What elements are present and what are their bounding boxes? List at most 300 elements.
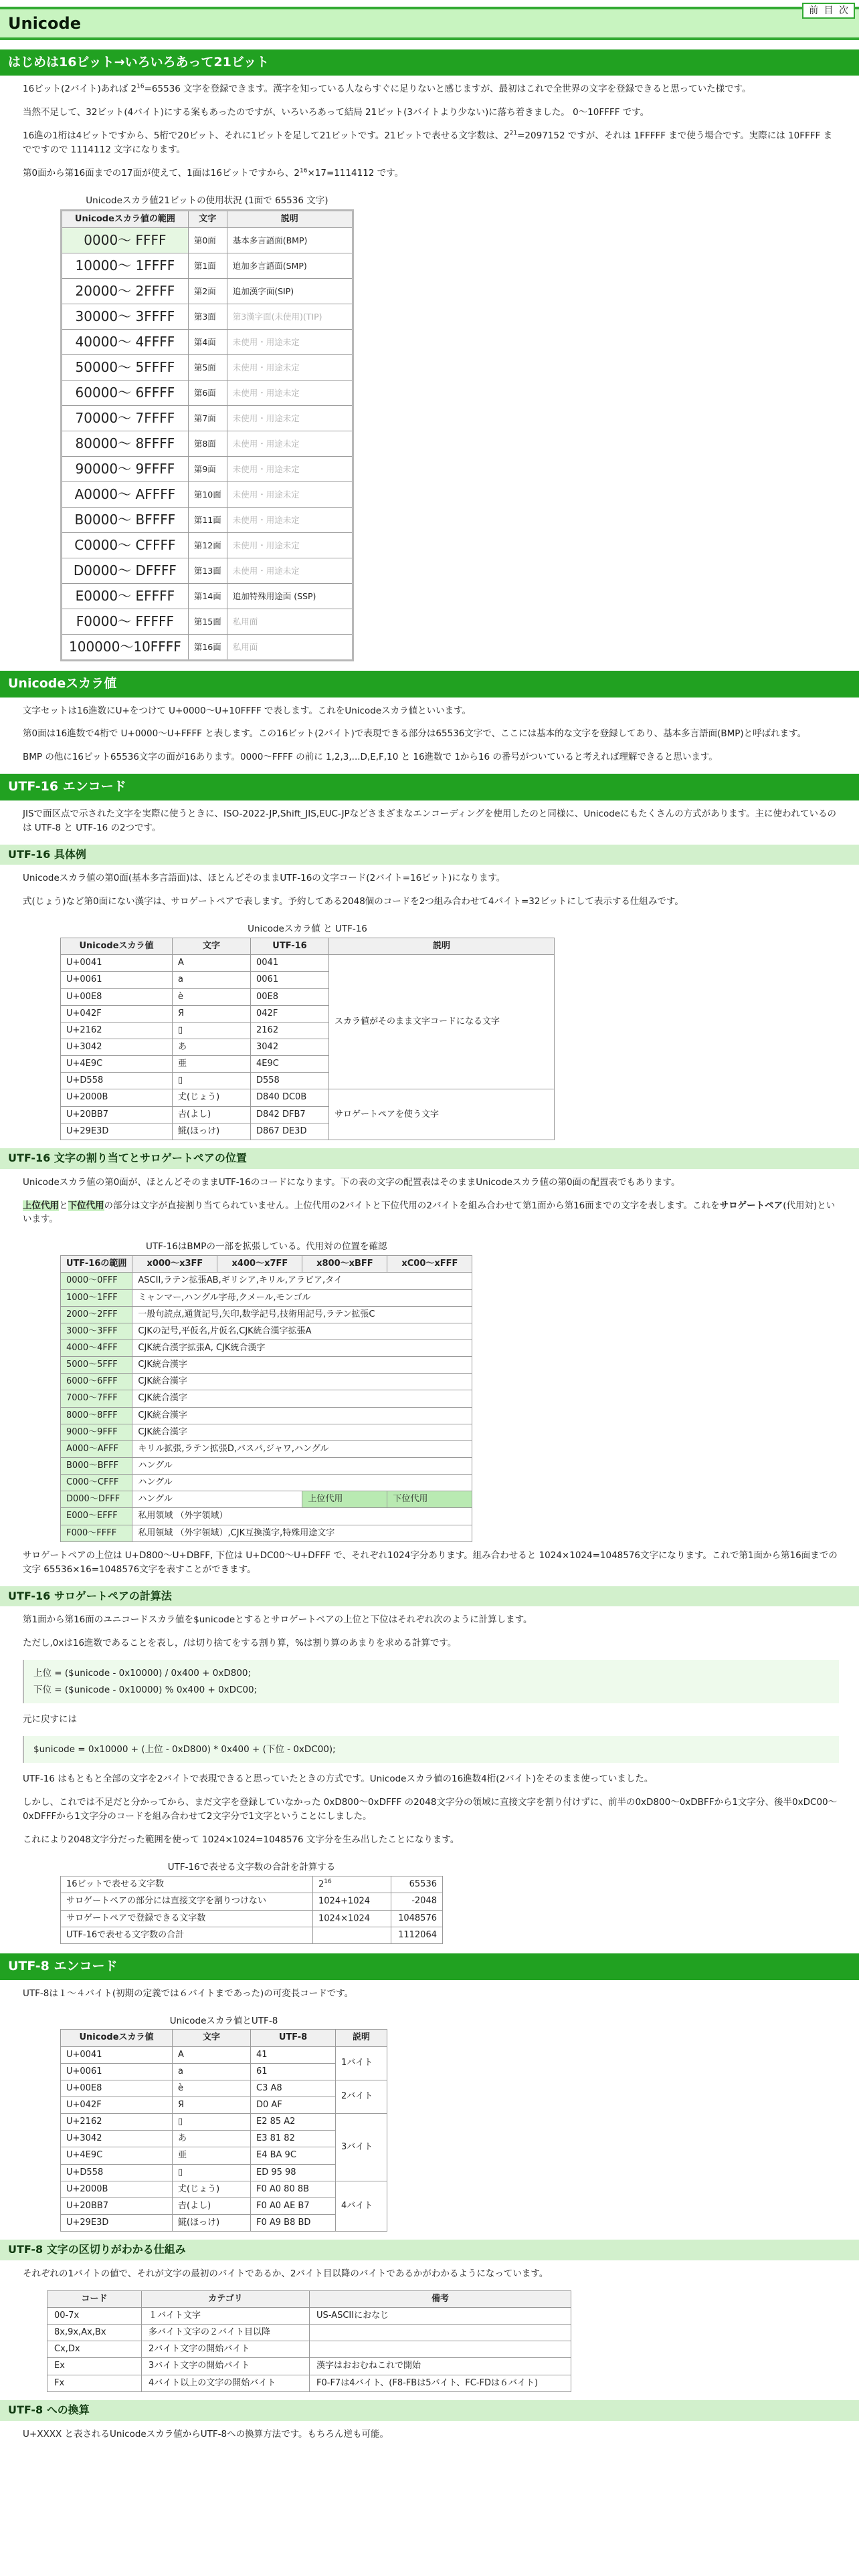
cell-content: CJK統合漢字 [132, 1390, 472, 1407]
cell-code: D840 DC0B [251, 1089, 329, 1106]
cell-range: 6000～6FFF [61, 1374, 132, 1390]
cell-char: Я [173, 2097, 251, 2114]
code-block-encode [23, 1660, 839, 1703]
cell-content: ミャンマー,ハングル字母,クメール,モンゴル [132, 1289, 472, 1306]
cell-scalar: U+D558 [61, 1073, 173, 1089]
cell-desc: 基本多言語面(BMP) [227, 228, 353, 253]
page-title: Unicode [8, 14, 81, 33]
calc-text: 1024×1024 [318, 1913, 371, 1923]
table-row [61, 1340, 472, 1357]
cell-range: A000～AFFF [61, 1440, 132, 1457]
table-utf8-bytes [47, 2290, 571, 2392]
nav-toc-link[interactable]: 次 [839, 5, 848, 16]
table-count-wrap [60, 1856, 443, 1944]
paragraph: 元に戻すには [23, 1713, 77, 1725]
subsection-heading-surrogate-position: UTF-16 文字の割り当てとサロゲートペアの位置 [0, 1148, 859, 1169]
paragraph: しかし、これでは不足だと分かってから、まだ文字を登録していなかった 0xD800～0xDFFF の2048文字分の領域に直接文字を割り付けずに、前半の0xD800～0xDBFFから1文字分、後半0xDC00～0xDFFFから1文字分のコードを組み合わせて2文字分で1文字ということにしました。 [23, 1796, 838, 1822]
cell-range: 30000～ 3FFFF [62, 304, 189, 330]
table-row [62, 558, 353, 584]
code-block-decode [23, 1736, 839, 1763]
table-header: コード [47, 2290, 142, 2307]
table-caption: Unicodeスカラ値21ビットの使用状況 (1面で 65536 文字) [86, 195, 328, 207]
cell-range: 10000～ 1FFFF [62, 253, 189, 279]
cell-scalar: U+20BB7 [61, 1106, 173, 1123]
table-utf8 [60, 2029, 387, 2232]
cell-char: ▯ [173, 2114, 251, 2131]
table-header: カテゴリ [142, 2290, 310, 2307]
cell-content: CJK統合漢字拡張A, CJK統合漢字 [132, 1340, 472, 1357]
cell-value: 1112064 [391, 1927, 443, 1944]
table-row [47, 2358, 571, 2375]
table-row [62, 431, 353, 457]
cell-range: D000～DFFF [61, 1491, 132, 1508]
table-row [61, 1475, 472, 1491]
cell-code: Cx,Dx [47, 2341, 142, 2358]
cell-plane: 第1面 [188, 253, 227, 279]
cell-desc: 私用面 [227, 635, 353, 661]
cell-category: 4バイト以上の文字の開始バイト [142, 2375, 310, 2391]
table-row [62, 609, 353, 635]
table-row [61, 1508, 472, 1525]
table-header: Unicodeスカラ値の範囲 [62, 210, 189, 227]
table-row [47, 2341, 571, 2358]
cell-code: F0 A0 AE B7 [251, 2197, 336, 2214]
cell-content: ASCII,ラテン拡張AB,ギリシア,キリル,アラビア,タイ [132, 1273, 472, 1289]
cell-plane: 第16面 [188, 635, 227, 661]
table-row [61, 2046, 387, 2063]
paragraph: U+XXXX と表されるUnicodeスカラ値からUTF-8への換算方法です。もちろん逆も可能。 [23, 2428, 389, 2440]
cell-scalar: U+0061 [61, 972, 173, 988]
cell-range: B000～BFFF [61, 1458, 132, 1475]
cell-desc: 追加漢字面(SIP) [227, 279, 353, 304]
cell-code: D842 DFB7 [251, 1106, 329, 1123]
cell-plane: 第10面 [188, 482, 227, 508]
section-heading-scalar: Unicodeスカラ値 [0, 671, 859, 697]
cell-content: ハングル [132, 1475, 472, 1491]
cell-char: ▯ [173, 2164, 251, 2181]
cell-code: 3042 [251, 1039, 329, 1056]
paragraph: ただし,0xは16進数であることを表し，/は切り捨てをする割り算，%は割り算のあまりを求める計算です。 [23, 1638, 457, 1649]
table-header: 文字 [173, 2030, 251, 2046]
table-header: 説明 [329, 938, 555, 955]
cell-code: F0 A0 80 8B [251, 2181, 336, 2197]
cell-note [310, 2341, 571, 2358]
table-row [62, 533, 353, 558]
cell-desc: 未使用・用途未定 [227, 558, 353, 584]
cell-label: UTF-16で表せる文字数の合計 [61, 1927, 313, 1944]
table-header: x800～xBFF [302, 1256, 387, 1273]
cell-content: ハングル [132, 1491, 302, 1508]
cell-desc: 追加特殊用途面 (SSP) [227, 584, 353, 609]
cell-range: 70000～ 7FFFF [62, 406, 189, 431]
cell-char: a [173, 972, 251, 988]
cell-desc: スカラ値がそのまま文字コードになる文字 [329, 955, 555, 1089]
table-row [61, 1357, 472, 1374]
cell-scalar: U+00E8 [61, 988, 173, 1005]
cell-range: 100000～10FFFF [62, 635, 189, 661]
subsection-heading-utf8-conversion: UTF-8 への換算 [0, 2400, 859, 2421]
table-header: 備考 [310, 2290, 571, 2307]
table-row [61, 1910, 443, 1927]
section-heading-utf16: UTF-16 エンコード [0, 774, 859, 800]
table-header: 説明 [227, 210, 353, 227]
cell-content: CJKの記号,平仮名,片仮名,CJK統合漢字拡張A [132, 1323, 472, 1339]
cell-char: 𩸽(ほっけ) [173, 2215, 251, 2232]
section-heading-bits: はじめは16ビット→いろいろあって21ビット [0, 49, 859, 76]
table-row [61, 1424, 472, 1440]
table-caption: Unicodeスカラ値とUTF-8 [169, 2015, 278, 2026]
cell-scalar: U+0041 [61, 2046, 173, 2063]
cell-char: 𠀋(じょう) [173, 2181, 251, 2197]
table-row [62, 279, 353, 304]
table-header: UTF-16 [251, 938, 329, 955]
page-nav [802, 3, 855, 19]
cell-note [310, 2325, 571, 2341]
paragraph: JISで面区点で示された文字を実際に使うときに、ISO-2022-JP,Shift_JIS,EUC-JPなどさまざまなエンコーディングを使用したのと同様に、Unicodeにもたくさんの方式があります。主に使われているのは UTF-8 と UTF-16 の2つです。 [23, 808, 837, 833]
table-bmp [60, 1255, 472, 1541]
table-header: Unicodeスカラ値 [61, 938, 173, 955]
table-header: xC00～xFFF [387, 1256, 472, 1273]
cell-range: F0000～ FFFFF [62, 609, 189, 635]
cell-range: C0000～ CFFFF [62, 533, 189, 558]
cell-scalar: U+4E9C [61, 1056, 173, 1073]
cell-char: 𠮷(よし) [173, 2197, 251, 2214]
table-utf8-wrap [60, 2010, 387, 2232]
cell-code: E3 81 82 [251, 2131, 336, 2147]
cell-scalar: U+2000B [61, 1089, 173, 1106]
cell-code: D0 AF [251, 2097, 336, 2114]
table-row [61, 1893, 443, 1910]
cell-code: 0041 [251, 955, 329, 972]
cell-char: 𠀋(じょう) [173, 1089, 251, 1106]
table-header: 説明 [336, 2030, 387, 2046]
table-header: Unicodeスカラ値 [61, 2030, 173, 2046]
nav-prev-link[interactable]: 前 [809, 5, 819, 16]
table-row [61, 1374, 472, 1390]
table-row [61, 1089, 555, 1106]
table-row [61, 1440, 472, 1457]
cell-label: サロゲートペアで登録できる文字数 [61, 1910, 313, 1927]
cell-content: 私用領域 （外字領域） [132, 1508, 472, 1525]
cell-category: 2バイト文字の開始バイト [142, 2341, 310, 2358]
table-row [62, 635, 353, 661]
table-caption: Unicodeスカラ値 と UTF-16 [248, 924, 367, 935]
calc-sup: 16 [324, 1878, 332, 1885]
cell-range: 60000～ 6FFFF [62, 381, 189, 406]
table-row [61, 1306, 472, 1323]
paragraph: 式(じょう)など第0面にない漢字は、サロゲートペアで表します。予約してある2048個のコードを2つ組み合わせて4バイト=32ビットにして表示する仕組みです。 [23, 896, 684, 907]
cell-range: A0000～ AFFFF [62, 482, 189, 508]
table-utf16 [60, 938, 555, 1140]
cell-char: A [173, 955, 251, 972]
paragraph: サロゲートペアの上位は U+D800～U+DBFF, 下位は U+DC00～U+DFFF で、それぞれ1024字分あります。組み合わせると 1024×1024=1048576文字になります。これで第1面から第16面までの文字 65536×16=1048576文字を表すことができます。 [23, 1549, 838, 1575]
table-row [62, 482, 353, 508]
cell-label: サロゲートペアの部分には直接文字を割りつけない [61, 1893, 313, 1910]
table-row [62, 228, 353, 253]
table-caption: UTF-16はBMPの一部を拡張している。代用対の位置を確認 [145, 1241, 387, 1253]
cell-content: CJK統合漢字 [132, 1407, 472, 1424]
cell-scalar: U+2000B [61, 2181, 173, 2197]
cell-char: 𠮷(よし) [173, 1106, 251, 1123]
subsection-heading-utf8-boundaries: UTF-8 文字の区切りがわかる仕組み [0, 2240, 859, 2260]
code-line: 上位 = ($unicode - 0x10000) / 0x400 + 0xD800; [33, 1668, 252, 1679]
cell-scalar: U+042F [61, 1005, 173, 1022]
table-row [62, 304, 353, 330]
cell-desc: 未使用・用途未定 [227, 533, 353, 558]
table-row [62, 253, 353, 279]
table-row [62, 508, 353, 533]
cell-desc: 追加多言語面(SMP) [227, 253, 353, 279]
cell-code: ED 95 98 [251, 2164, 336, 2181]
table-row [61, 955, 555, 972]
cell-scalar: U+2162 [61, 2114, 173, 2131]
cell-code: 2162 [251, 1022, 329, 1039]
table-row [61, 1289, 472, 1306]
cell-scalar: U+D558 [61, 2164, 173, 2181]
table-row [61, 1876, 443, 1893]
calc-text: 1024+1024 [318, 1896, 371, 1907]
paragraph: Unicodeスカラ値の第0面が、ほとんどそのままUTF-16のコードになります。下の表の文字の配置表はそのままUnicodeスカラ値の第0面の配置表でもあります。 [23, 1176, 680, 1188]
cell-desc: 未使用・用途未定 [227, 330, 353, 355]
cell-desc: 2バイト [336, 2080, 387, 2113]
cell-range: D0000～ DFFFF [62, 558, 189, 584]
cell-high-surrogate: 上位代用 [302, 1491, 387, 1508]
paragraph: 第0面から第16面までの17面が使えて、1面は16ビットですから、$2^{16}\times 17=1114112$ です。 [23, 167, 404, 179]
table-row [47, 2375, 571, 2391]
cell-value: 1048576 [391, 1910, 443, 1927]
cell-code: 4E9C [251, 1056, 329, 1073]
cell-range: 3000～3FFF [61, 1323, 132, 1339]
cell-scalar: U+29E3D [61, 2215, 173, 2232]
cell-range: 50000～ 5FFFF [62, 355, 189, 381]
table-header: x400～x7FF [217, 1256, 302, 1273]
cell-range: 2000～2FFF [61, 1306, 132, 1323]
paragraph: UTF-16 はもともと全部の文字を2バイトで表現できると思っていたときの方式です。Unicodeスカラ値の16進数4桁(2バイト)をそのまま使っていました。 [23, 1774, 654, 1785]
cell-low-surrogate: 下位代用 [387, 1491, 472, 1508]
cell-char: a [173, 2063, 251, 2080]
table-row [47, 2325, 571, 2341]
cell-scalar: U+00E8 [61, 2080, 173, 2097]
cell-code: D867 DE3D [251, 1123, 329, 1140]
cell-char: 𩸽(ほっけ) [173, 1123, 251, 1140]
cell-plane: 第0面 [188, 228, 227, 253]
cell-code: 00-7x [47, 2308, 142, 2325]
cell-plane: 第3面 [188, 304, 227, 330]
cell-label: 16ビットで表せる文字数 [61, 1876, 313, 1893]
cell-scalar: U+0041 [61, 955, 173, 972]
cell-scalar: U+042F [61, 2097, 173, 2114]
cell-range: E000～EFFF [61, 1508, 132, 1525]
table-header: 文字 [173, 938, 251, 955]
cell-desc: 未使用・用途未定 [227, 508, 353, 533]
paragraph: 文字セットは16進数にU+をつけて U+0000～U+10FFFF で表します。これをUnicodeスカラ値といいます。 [23, 705, 472, 716]
table-row [47, 2308, 571, 2325]
table-row [61, 1407, 472, 1424]
paragraph: 上位代用と下位代用の部分は文字が直接割り当てられていません。上位代用の2バイトと下位代用の2バイトを組み合わせて第1面から第16面までの文字を表します。これをサロゲートペア(代用対)といいます。 [23, 1200, 836, 1225]
cell-range: C000～CFFF [61, 1475, 132, 1491]
cell-code: C3 A8 [251, 2080, 336, 2097]
cell-char: ▯ [173, 1073, 251, 1089]
paragraph: それぞれの1バイトの値で、それが文字の最初のバイトであるか、2バイト目以降のバイトであるかがわかるようになっています。 [23, 2268, 549, 2279]
table-row [62, 406, 353, 431]
cell-code: 8x,9x,Ax,Bx [47, 2325, 142, 2341]
cell-char: 亜 [173, 1056, 251, 1073]
cell-category: 3バイト文字の開始バイト [142, 2358, 310, 2375]
cell-code: D558 [251, 1073, 329, 1089]
cell-category: １バイト文字 [142, 2308, 310, 2325]
cell-char: 亜 [173, 2147, 251, 2164]
cell-value: -2048 [391, 1893, 443, 1910]
paragraph: これにより2048文字分だった範囲を使って 1024×1024=1048576 文字分を生み出したことになります。 [23, 1834, 460, 1845]
page-title-bar [0, 7, 859, 40]
cell-desc: 第3漢字面(未使用)(TIP) [227, 304, 353, 330]
section-heading-utf8: UTF-8 エンコード [0, 1953, 859, 1979]
table-row [62, 381, 353, 406]
table-bmp-wrap [60, 1236, 472, 1541]
cell-range: 9000～9FFF [61, 1424, 132, 1440]
cell-plane: 第13面 [188, 558, 227, 584]
cell-range: F000～FFFF [61, 1525, 132, 1541]
cell-content: CJK統合漢字 [132, 1357, 472, 1374]
subsection-heading-utf16-examples: UTF-16 具体例 [0, 845, 859, 865]
cell-note: 漢字はおおむねこれで開始 [310, 2358, 571, 2375]
cell-code: Ex [47, 2358, 142, 2375]
paragraph: 第1面から第16面のユニコードスカラ値を$unicodeとするとサロゲートペアの上位と下位はそれぞれ次のように計算します。 [23, 1614, 533, 1626]
table-header: 文字 [188, 210, 227, 227]
code-line: $unicode = 0x10000 + (上位 - 0xD800) * 0x400 + (下位 - 0xDC00); [33, 1743, 336, 1755]
table-row [61, 2080, 387, 2097]
cell-range: 80000～ 8FFFF [62, 431, 189, 457]
cell-range: 40000～ 4FFFF [62, 330, 189, 355]
cell-content: CJK統合漢字 [132, 1424, 472, 1440]
cell-code: 042F [251, 1005, 329, 1022]
cell-char: A [173, 2046, 251, 2063]
table-row [61, 1458, 472, 1475]
paragraph: UTF-8は１～４バイト(初期の定義では６バイトまであった)の可変長コードです。 [23, 1988, 354, 1999]
cell-range: 20000～ 2FFFF [62, 279, 189, 304]
table-header: UTF-8 [251, 2030, 336, 2046]
cell-code: E2 85 A2 [251, 2114, 336, 2131]
cell-plane: 第9面 [188, 457, 227, 482]
table-row [61, 1390, 472, 1407]
cell-note: F0-F7は4バイト、(F8-FBは5バイト、FC-FDは６バイト) [310, 2375, 571, 2391]
cell-content: ハングル [132, 1458, 472, 1475]
paragraph: 当然不足して、32ビット(4バイト)にする案もあったのですが、いろいろあって結局 21ビット(3バイトより少ない)に落ち着きました。 0～10FFFF です。 [23, 107, 650, 118]
cell-char: あ [173, 2131, 251, 2147]
cell-calc [313, 1876, 391, 1893]
cell-plane: 第15面 [188, 609, 227, 635]
table-header: x000～x3FF [132, 1256, 217, 1273]
cell-desc: 未使用・用途未定 [227, 355, 353, 381]
cell-value: 65536 [391, 1876, 443, 1893]
cell-range: 4000～4FFF [61, 1340, 132, 1357]
cell-char: あ [173, 1039, 251, 1056]
cell-plane: 第8面 [188, 431, 227, 457]
cell-desc: 未使用・用途未定 [227, 381, 353, 406]
table-caption: UTF-16で表せる文字数の合計を計算する [167, 1861, 336, 1872]
cell-plane: 第6面 [188, 381, 227, 406]
table-row [61, 2181, 387, 2197]
cell-content: 私用領域 （外字領域）,CJK互換漢字,特殊用途文字 [132, 1525, 472, 1541]
cell-content: 一般句読点,通貨記号,矢印,数学記号,技術用記号,ラテン拡張C [132, 1306, 472, 1323]
cell-scalar: U+2162 [61, 1022, 173, 1039]
cell-calc [313, 1893, 391, 1910]
cell-code: F0 A9 B8 BD [251, 2215, 336, 2232]
cell-char: ▯ [173, 1022, 251, 1039]
table-row [61, 2114, 387, 2131]
table-row [61, 1525, 472, 1541]
subsection-heading-surrogate-calc: UTF-16 サロゲートペアの計算法 [0, 1586, 859, 1607]
cell-range: B0000～ BFFFF [62, 508, 189, 533]
table-planes-wrap [60, 190, 354, 661]
cell-desc: 4バイト [336, 2181, 387, 2231]
cell-code: Fx [47, 2375, 142, 2391]
cell-scalar: U+3042 [61, 1039, 173, 1056]
cell-plane: 第5面 [188, 355, 227, 381]
table-utf16-wrap [60, 918, 555, 1140]
cell-desc: 未使用・用途未定 [227, 457, 353, 482]
paragraph: Unicodeスカラ値の第0面(基本多言語面)は、ほとんどそのままUTF-16の文字コード(2バイト=16ビット)になります。 [23, 873, 506, 884]
cell-scalar: U+0061 [61, 2063, 173, 2080]
table-row [61, 1273, 472, 1289]
code-line: 下位 = ($unicode - 0x10000) % 0x400 + 0xDC00; [33, 1684, 258, 1695]
table-count [60, 1876, 443, 1945]
table-planes [60, 209, 354, 661]
table-row [61, 1927, 443, 1944]
cell-range: 5000～5FFF [61, 1357, 132, 1374]
nav-next-link[interactable]: 目 [824, 5, 834, 16]
cell-scalar: U+3042 [61, 2131, 173, 2147]
table-row [61, 1491, 472, 1508]
cell-plane: 第14面 [188, 584, 227, 609]
cell-code: 61 [251, 2063, 336, 2080]
cell-calc [313, 1927, 391, 1944]
table-row [62, 584, 353, 609]
cell-desc: 未使用・用途未定 [227, 482, 353, 508]
cell-scalar: U+20BB7 [61, 2197, 173, 2214]
cell-desc: 私用面 [227, 609, 353, 635]
cell-plane: 第11面 [188, 508, 227, 533]
cell-calc [313, 1910, 391, 1927]
cell-range: 7000～7FFF [61, 1390, 132, 1407]
cell-range: 90000～ 9FFFF [62, 457, 189, 482]
paragraph: 16進の1桁は4ビットですから、5桁で20ビット、それに1ビットを足して21ビットです。21ビットで表せる文字数は、$2^{21}=2097152$ ですが、それは 1FFFFF まで使う場合です。実際には 10FFFF までですので 1114112 文字になります。 [23, 130, 833, 156]
cell-code: 41 [251, 2046, 336, 2063]
cell-category: 多バイト文字の２バイト目以降 [142, 2325, 310, 2341]
cell-range: 0000～ FFFF [62, 228, 189, 253]
cell-desc: 1バイト [336, 2046, 387, 2080]
cell-char: è [173, 988, 251, 1005]
paragraph: 第0面は16進数で4桁で U+0000～U+FFFF と表します。この16ビット(2バイト)で表現できる部分は65536文字で、ここには基本的な文字を登録してあり、基本多言語面(BMP)と呼ばれます。 [23, 728, 807, 740]
cell-char: è [173, 2080, 251, 2097]
table-header: UTF-16の範囲 [61, 1256, 132, 1273]
cell-desc: 未使用・用途未定 [227, 406, 353, 431]
cell-scalar: U+4E9C [61, 2147, 173, 2164]
paragraph: 16ビット(2バイト)あれば $2^{16}=65536$ 文字を登録できます。漢字を知っている人ならすぐに足りないと感じますが、最初はこれで全世界の文字を登録できると思っていた様です。 [23, 83, 751, 95]
cell-range: E0000～ EFFFF [62, 584, 189, 609]
cell-char: Я [173, 1005, 251, 1022]
cell-desc: 3バイト [336, 2114, 387, 2181]
cell-desc: 未使用・用途未定 [227, 431, 353, 457]
cell-plane: 第4面 [188, 330, 227, 355]
cell-note: US-ASCIIにおなじ [310, 2308, 571, 2325]
cell-plane: 第2面 [188, 279, 227, 304]
table-row [62, 355, 353, 381]
table-row [62, 330, 353, 355]
cell-range: 8000～8FFF [61, 1407, 132, 1424]
cell-code: 00E8 [251, 988, 329, 1005]
cell-desc: サロゲートペアを使う文字 [329, 1089, 555, 1140]
